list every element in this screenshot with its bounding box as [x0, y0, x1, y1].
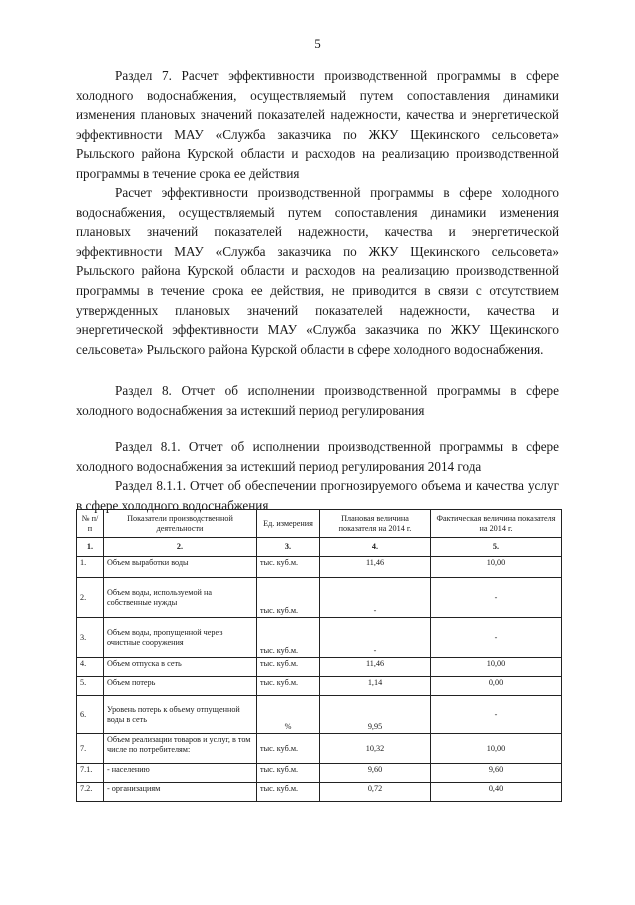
column-number: 3. [257, 538, 320, 557]
indicator-name: Объем отпуска в сеть [104, 658, 257, 677]
unit-cell: тыс. куб.м. [257, 578, 320, 618]
row-number: 4. [77, 658, 104, 677]
table-row [77, 677, 562, 696]
indicator-name: Объем потерь [104, 677, 257, 696]
plan-value: 11,46 [320, 557, 431, 578]
table-row [77, 734, 562, 764]
indicator-name: - населению [104, 764, 257, 783]
section-8-1-1-title: Раздел 8.1.1. Отчет об обеспечении прогнозируемого объема и качества услуг в сфере холодного водоснабжения [76, 478, 559, 513]
row-number: 7.1. [77, 764, 104, 783]
table-row [77, 578, 562, 618]
plan-value: 9,60 [320, 764, 431, 783]
fact-value: 0,00 [431, 677, 562, 696]
row-number: 7. [77, 734, 104, 764]
header-fact: Фактическая величина показателя на 2014 г. [431, 510, 562, 538]
plan-value: - [320, 578, 431, 618]
section-8-1-title: Раздел 8.1. Отчет об исполнении производственной программы в сфере холодного водоснабжения за истекший период регулирования 2014 года [76, 439, 559, 474]
header-plan: Плановая величина показателя на 2014 г. [320, 510, 431, 538]
plan-value: - [320, 618, 431, 658]
section-8-title: Раздел 8. Отчет об исполнении производственной программы в сфере холодного водоснабжения за истекший период регулирования [76, 383, 559, 418]
unit-cell: % [257, 696, 320, 734]
fact-value: - [431, 578, 562, 618]
table-row [77, 696, 562, 734]
table-row [77, 764, 562, 783]
unit-cell: тыс. куб.м. [257, 734, 320, 764]
row-number: 2. [77, 578, 104, 618]
row-number: 5. [77, 677, 104, 696]
unit-cell: тыс. куб.м. [257, 783, 320, 802]
fact-value: - [431, 696, 562, 734]
indicator-name: Объем выработки воды [104, 557, 257, 578]
plan-value: 11,46 [320, 658, 431, 677]
unit-cell: тыс. куб.м. [257, 658, 320, 677]
fact-value: - [431, 618, 562, 658]
unit-cell: тыс. куб.м. [257, 618, 320, 658]
column-number: 1. [77, 538, 104, 557]
row-number: 7.2. [77, 783, 104, 802]
indicators-table [76, 509, 562, 802]
header-no: № п/п [77, 510, 104, 538]
fact-value: 10,00 [431, 557, 562, 578]
fact-value: 10,00 [431, 734, 562, 764]
fact-value: 10,00 [431, 658, 562, 677]
table-row [77, 557, 562, 578]
column-number: 2. [104, 538, 257, 557]
column-number: 4. [320, 538, 431, 557]
row-number: 1. [77, 557, 104, 578]
indicator-name: Объем реализации товаров и услуг, в том числе по потребителям: [104, 734, 257, 764]
column-number: 5. [431, 538, 562, 557]
indicator-name: Уровень потерь к объему отпущенной воды в сеть [104, 696, 257, 734]
unit-cell: тыс. куб.м. [257, 677, 320, 696]
indicator-name: Объем воды, пропущенной через очистные сооружения [104, 618, 257, 658]
fact-value: 0,40 [431, 783, 562, 802]
indicator-name: - организациям [104, 783, 257, 802]
unit-cell: тыс. куб.м. [257, 557, 320, 578]
page-number: 5 [314, 36, 321, 51]
plan-value: 1,14 [320, 677, 431, 696]
header-indicator: Показатели производственной деятельности [104, 510, 257, 538]
unit-cell: тыс. куб.м. [257, 764, 320, 783]
indicator-name: Объем воды, используемой на собственные нужды [104, 578, 257, 618]
plan-value: 9,95 [320, 696, 431, 734]
plan-value: 0,72 [320, 783, 431, 802]
fact-value: 9,60 [431, 764, 562, 783]
header-unit: Ед. измерения [257, 510, 320, 538]
section-7-body: Расчет эффективности производственной программы в сфере холодного водоснабжения, осуществляемый путем сопоставления динамики изменения плановых значений показателей надежности, качества и энергетической эффективности МАУ «Служба заказчика по ЖКУ Щекинского сельсовета» Рыльского района Курской области и расходов на реализацию производственной программы в течение срока ее действия, не приводится в связи с отсутствием утвержденных плановых значений показателей надежности, качества и энергетической эффективности МАУ «Служба заказчика по ЖКУ Щекинского сельсовета» Рыльского района Курской области в сфере холодного водоснабжения. [76, 185, 559, 357]
row-number: 6. [77, 696, 104, 734]
row-number: 3. [77, 618, 104, 658]
table-row [77, 783, 562, 802]
table-row [77, 618, 562, 658]
table-row [77, 658, 562, 677]
plan-value: 10,32 [320, 734, 431, 764]
section-7-title: Раздел 7. Расчет эффективности производственной программы в сфере холодного водоснабжения, осуществляемый путем сопоставления динамики изменения плановых значений показателей надежности, качества и энергетической эффективности МАУ «Служба заказчика по ЖКУ Щекинского сельсовета» Рыльского района Курской области и расходов на реализацию производственной программы в течение срока ее действия [76, 68, 559, 181]
